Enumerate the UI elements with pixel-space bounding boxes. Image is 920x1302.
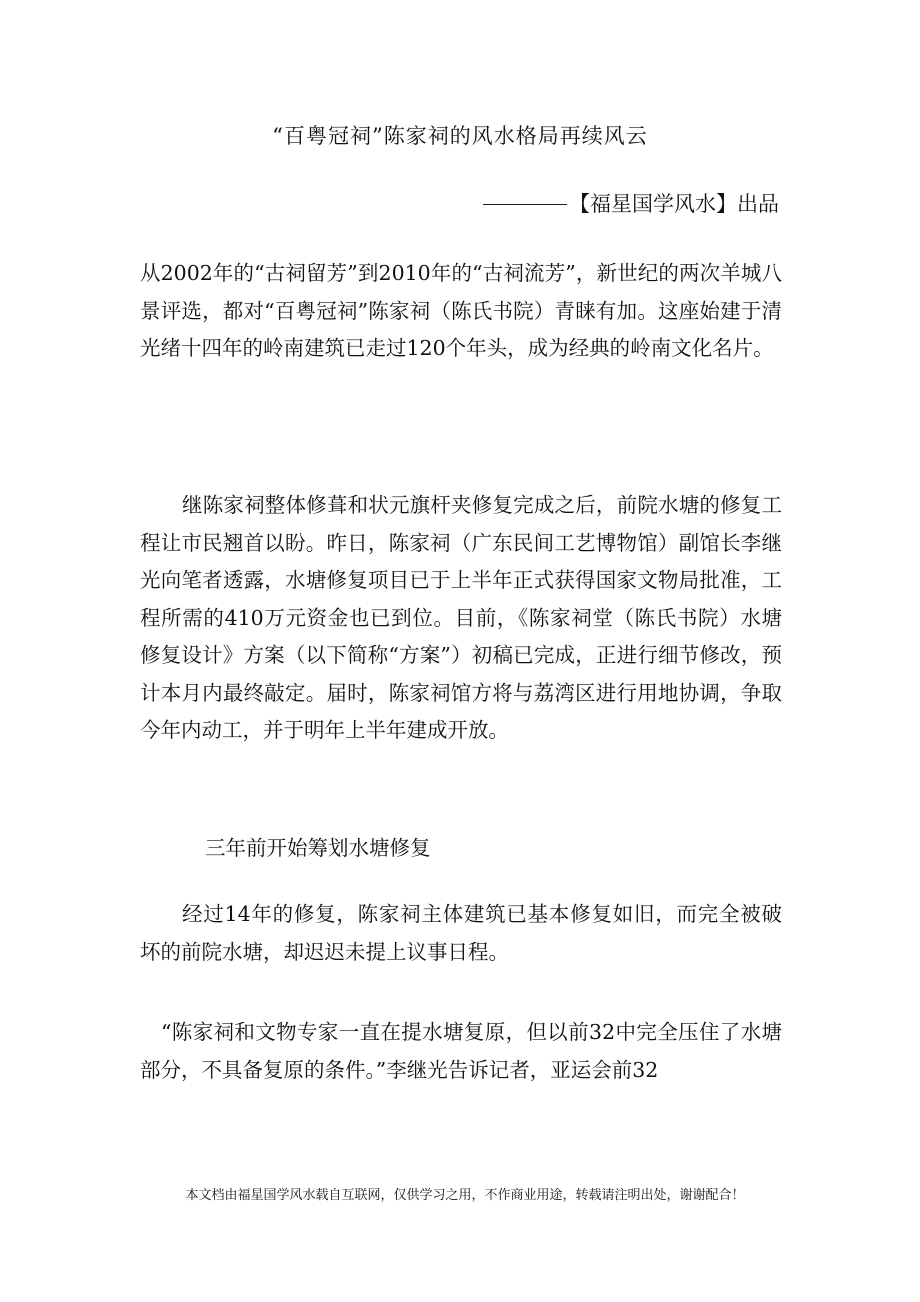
byline-dash (483, 204, 567, 205)
byline-text: 【福星国学风水】出品 (569, 192, 779, 216)
section-heading: 三年前开始筹划水塘修复 (205, 836, 431, 860)
paragraph-3: 经过14年的修复，陈家祠主体建筑已基本修复如旧，而完全被破坏的前院水塘，却迟迟未提上议事日程。 (140, 902, 782, 964)
paragraph-1: 从2002年的“古祠留芳”到2010年的“古祠流芳”，新世纪的两次羊城八景评选，都对“百粤冠祠”陈家祠（陈氏书院）青睐有加。这座始建于清光绪十四年的岭南建筑已走过120个年头，成为经典的岭南文化名片。 (140, 261, 782, 360)
paragraph-2: 继陈家祠整体修葺和状元旗杆夹修复完成之后，前院水塘的修复工程让市民翘首以盼。昨日，陈家祠（广东民间工艺博物馆）副馆长李继光向笔者透露，水塘修复项目已于上半年正式获得国家文物局批准，工程所需的410万元资金也已到位。目前，《陈家祠堂（陈氏书院）水塘修复设计》方案（以下简称“方案”）初稿已完成，正进行细节修改，预计本月内最终敲定。届时，陈家祠馆方将与荔湾区进行用地协调，争取今年内动工，并于明年上半年建成开放。 (140, 493, 782, 742)
document-byline (483, 188, 779, 220)
footer-note: 本文档由福星国学风水载自互联网，仅供学习之用，不作商业用途，转载请注明出处，谢谢配合！ (185, 1188, 745, 1203)
paragraph-4: “陈家祠和文物专家一直在提水塘复原，但以前32中完全压住了水塘部分，不具备复原的条件。”李继光告诉记者，亚运会前32 (140, 1020, 782, 1082)
document-title: “百粤冠祠”陈家祠的风水格局再续风云 (272, 124, 648, 148)
